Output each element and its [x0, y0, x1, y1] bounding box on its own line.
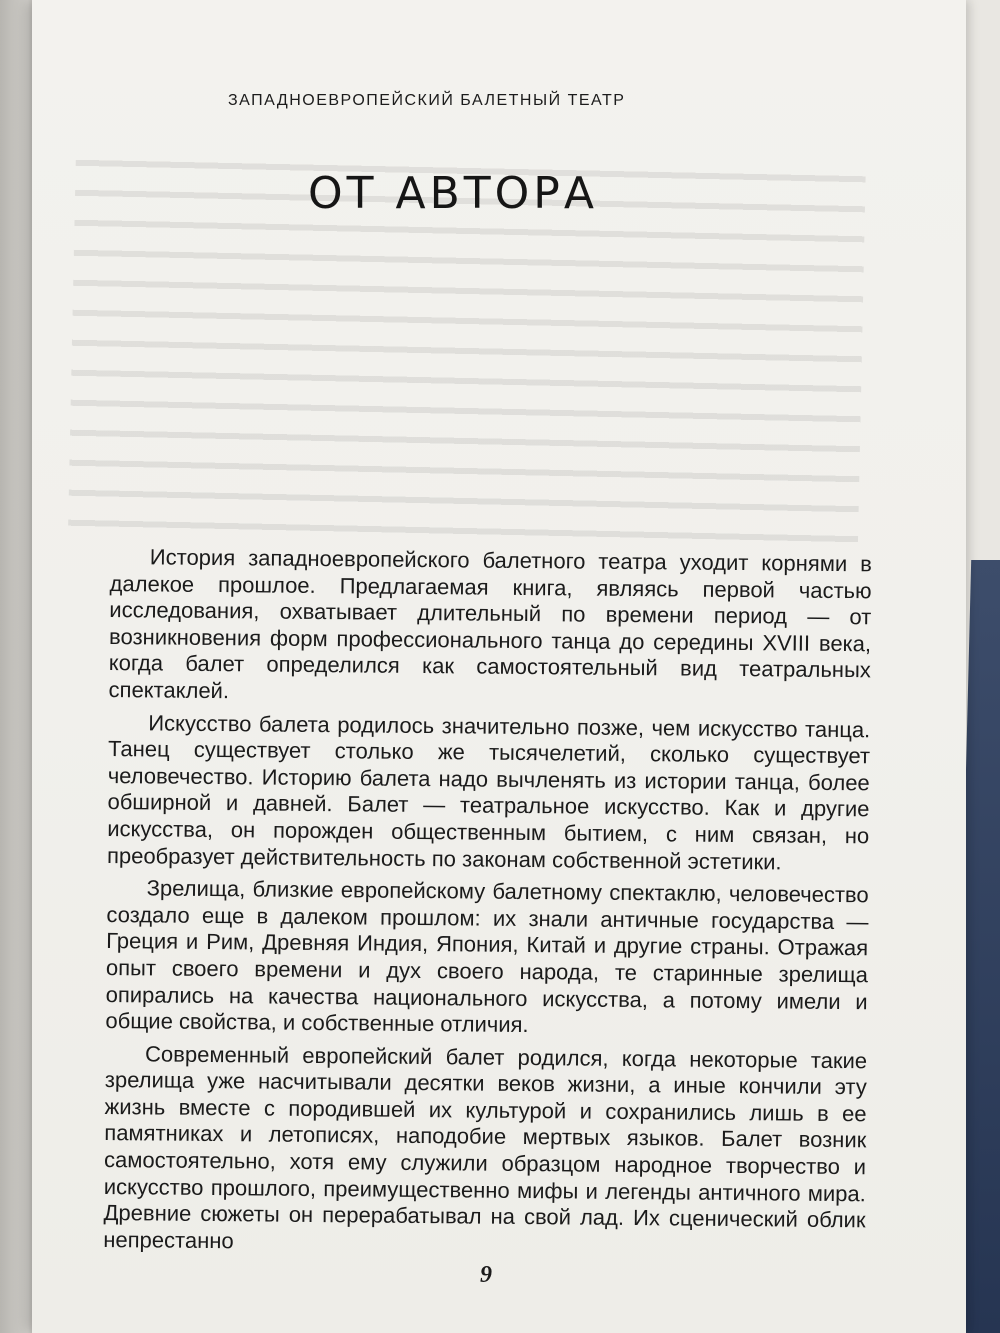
- paragraph-4: Современный европейский балет родился, когда некоторые такие зрелища уже насчитывали десятки веков жизни, а иные кончили эту жизнь вместе с породившей их культурой и сохранились лишь в ее памятниках и летописях, наподобие мертвых языков. Балет возник самостоятельно, хотя ему служили образцом народное творчество и искусство прошлого, преимущественно мифы и легенды античного мира. Древние сюжеты он перерабатывал на свой лад. Их сценический облик непрестанно: [103, 1041, 868, 1254]
- paragraph-2: Искусство балета родилось значительно позже, чем искусство танца. Танец существует столько же тысячелетий, сколько существует человечество. Историю балета надо вычленять из истории танца, более обширной и давней. Балет — театральное искусство. Как и другие искусства, он порожден общественным бытием, с ним связан, но преобразует действительность по законам собственной эстетики.: [106, 709, 871, 874]
- paragraph-3: Зрелища, близкие европейскому балетному спектаклю, человечество создало еще в далеком прошлом: их знали античные государства — Греция и Рим, Древняя Индия, Япония, Китай и другие страны. Отражая опыт своего времени и дух своего народа, те старинные зрелища опирались на качества национального искусства, а потому имели и общие свойства, и собственные отличия.: [105, 875, 869, 1038]
- running-head: ЗАПАДНОЕВРОПЕЙСКИЙ БАЛЕТНЫЙ ТЕАТР: [228, 92, 626, 109]
- book-page: [32, 0, 966, 1333]
- chapter-title: ОТ АВТОРА: [308, 168, 598, 219]
- page-number: 9: [480, 1262, 492, 1288]
- paragraph-1: История западноевропейского балетного театра уходит корнями в далекое прошлое. Предлагаемая книга, являясь первой частью исследования, охватывает длительный по времени период — от возникновения форм профессионального танца до середины XVIII века, когда балет определился как самостоятельный вид театральных спектаклей.: [108, 544, 872, 704]
- body-text: [103, 544, 872, 1261]
